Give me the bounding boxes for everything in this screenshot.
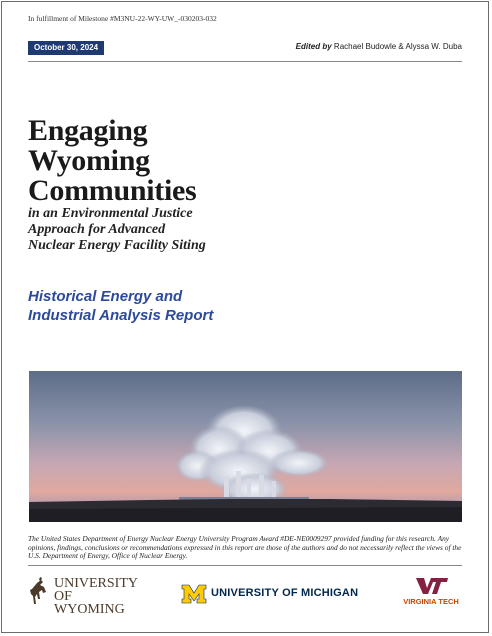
- edited-by-label: Edited by: [295, 42, 332, 51]
- header-divider: [28, 61, 462, 62]
- cover-photo: [29, 371, 462, 522]
- document-subtitle: [28, 206, 206, 254]
- report-title: [28, 287, 213, 325]
- funding-disclaimer: The United States Department of Energy Nuclear Energy University Program Award #DE-NE0009297 provided funding for this research. Any opinions, findings, conclusions or recommendations expressed in this report are those of the authors and do not necessarily reflect the views of the U.S. Department of Energy, Office of Nuclear Energy.: [28, 534, 462, 561]
- subtitle-line-1: in an Environmental Justice: [28, 206, 193, 221]
- report-title-line-2: Industrial Analysis Report: [28, 307, 214, 324]
- power-plant-steam-photo: [29, 371, 462, 522]
- document-title: [28, 116, 328, 206]
- vt-mark-icon: [398, 576, 464, 596]
- bucking-horse-icon: [28, 577, 50, 607]
- milestone-note: In fulfillment of Milestone #M3NU-22-WY-UW_-030203-032: [28, 14, 217, 23]
- title-line-2: Wyoming: [28, 144, 150, 177]
- footer-divider: [28, 565, 462, 566]
- uw-line-1: UNIVERSITY: [54, 576, 138, 591]
- um-wordmark: UNIVERSITY OF MICHIGAN: [211, 587, 359, 599]
- uw-line-2: OF WYOMING: [54, 589, 125, 617]
- report-title-line-1: Historical Energy and: [28, 288, 183, 305]
- university-of-wyoming-logo: [28, 576, 138, 617]
- editors-line: [296, 42, 462, 51]
- title-line-1: Engaging: [28, 114, 148, 147]
- virginia-tech-logo: [398, 576, 468, 608]
- subtitle-line-2: Approach for Advanced: [28, 222, 166, 237]
- title-line-3: Communities: [28, 174, 197, 207]
- vt-wordmark: VIRGINIA TECH: [403, 597, 459, 606]
- block-m-icon: [181, 584, 207, 604]
- date-badge: October 30, 2024: [28, 41, 104, 55]
- subtitle-line-3: Nuclear Energy Facility Siting: [28, 238, 206, 253]
- editors-names: Rachael Budowle & Alyssa W. Duba: [333, 42, 462, 51]
